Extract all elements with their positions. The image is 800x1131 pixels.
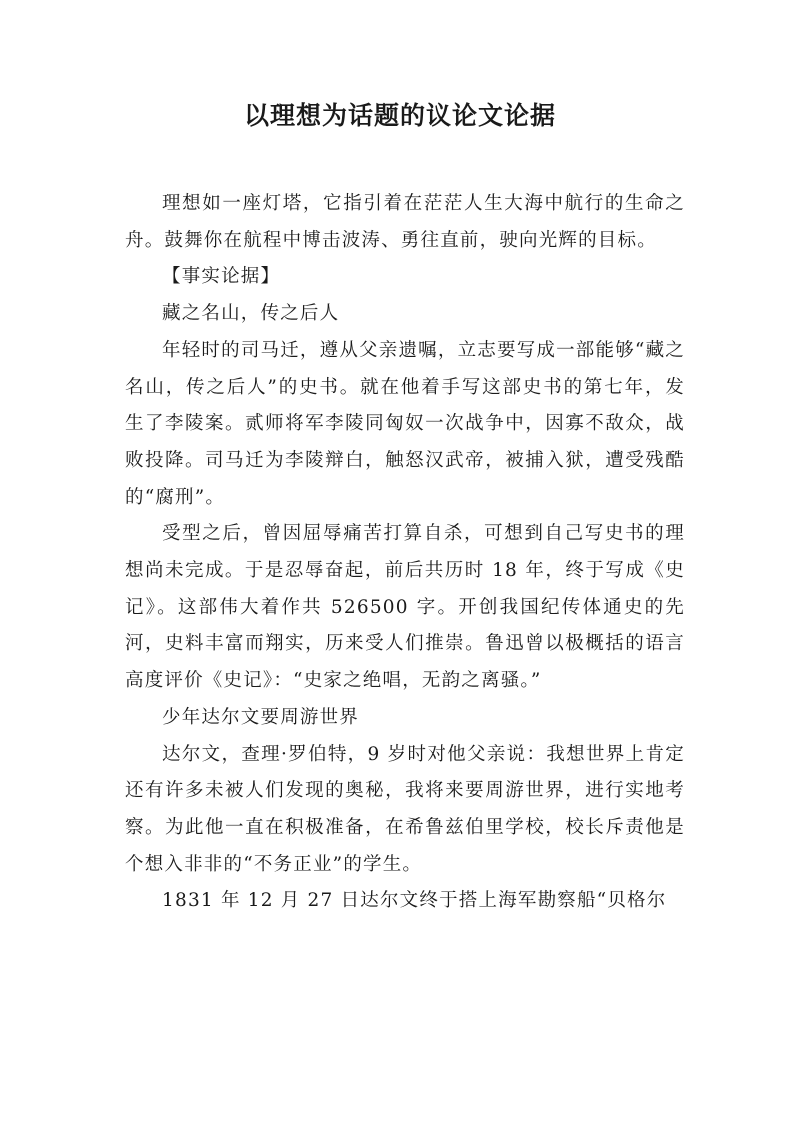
paragraph-darwin-1: 达尔文，查理·罗伯特，9 岁时对他父亲说：我想世界上肯定还有许多未被人们发现的奥秘，我将来要周游世界，进行实地考察。为此他一直在积极准备，在希鲁兹伯里学校，校长斥责他是个想入非非的“不务正业”的学生。 [125, 743, 685, 875]
document-body [125, 186, 685, 920]
document-title: 以理想为话题的议论文论据 [243, 101, 556, 130]
paragraph-sima-qian-1: 年轻时的司马迁，遵从父亲遗嘱，立志要写成一部能够“藏之名山，传之后人”的史书。就在他着手写这部史书的第七年，发生了李陵案。贰师将军李陵同匈奴一次战争中，因寡不敌众，战败投降。司马迁为李陵辩白，触怒汉武帝，被捕入狱，遭受残酷的“腐刑”。 [125, 339, 685, 508]
section-heading-fact-evidence: 【事实论据】 [162, 266, 281, 288]
intro-paragraph: 理想如一座灯塔，它指引着在茫茫人生大海中航行的生命之舟。鼓舞你在航程中博击波涛、勇往直前，驶向光辉的目标。 [125, 193, 685, 251]
subheading-sima-qian: 藏之名山，传之后人 [162, 303, 340, 325]
paragraph-sima-qian-2: 受型之后，曾因屈辱痛苦打算自杀，可想到自己写史书的理想尚未完成。于是忍辱奋起，前后共历时 18 年，终于写成《史记》。这部伟大着作共 526500 字。开创我国纪传体通史的先河，史料丰富而翔实，历来受人们推崇。鲁迅曾以极概括的语言高度评价《史记》：“史家之绝唱，无韵之离骚。” [125, 523, 685, 692]
subheading-darwin: 少年达尔文要周游世界 [162, 706, 360, 728]
paragraph-darwin-2: 1831 年 12 月 27 日达尔文终于搭上海军勘察船“贝格尔 [162, 890, 667, 912]
